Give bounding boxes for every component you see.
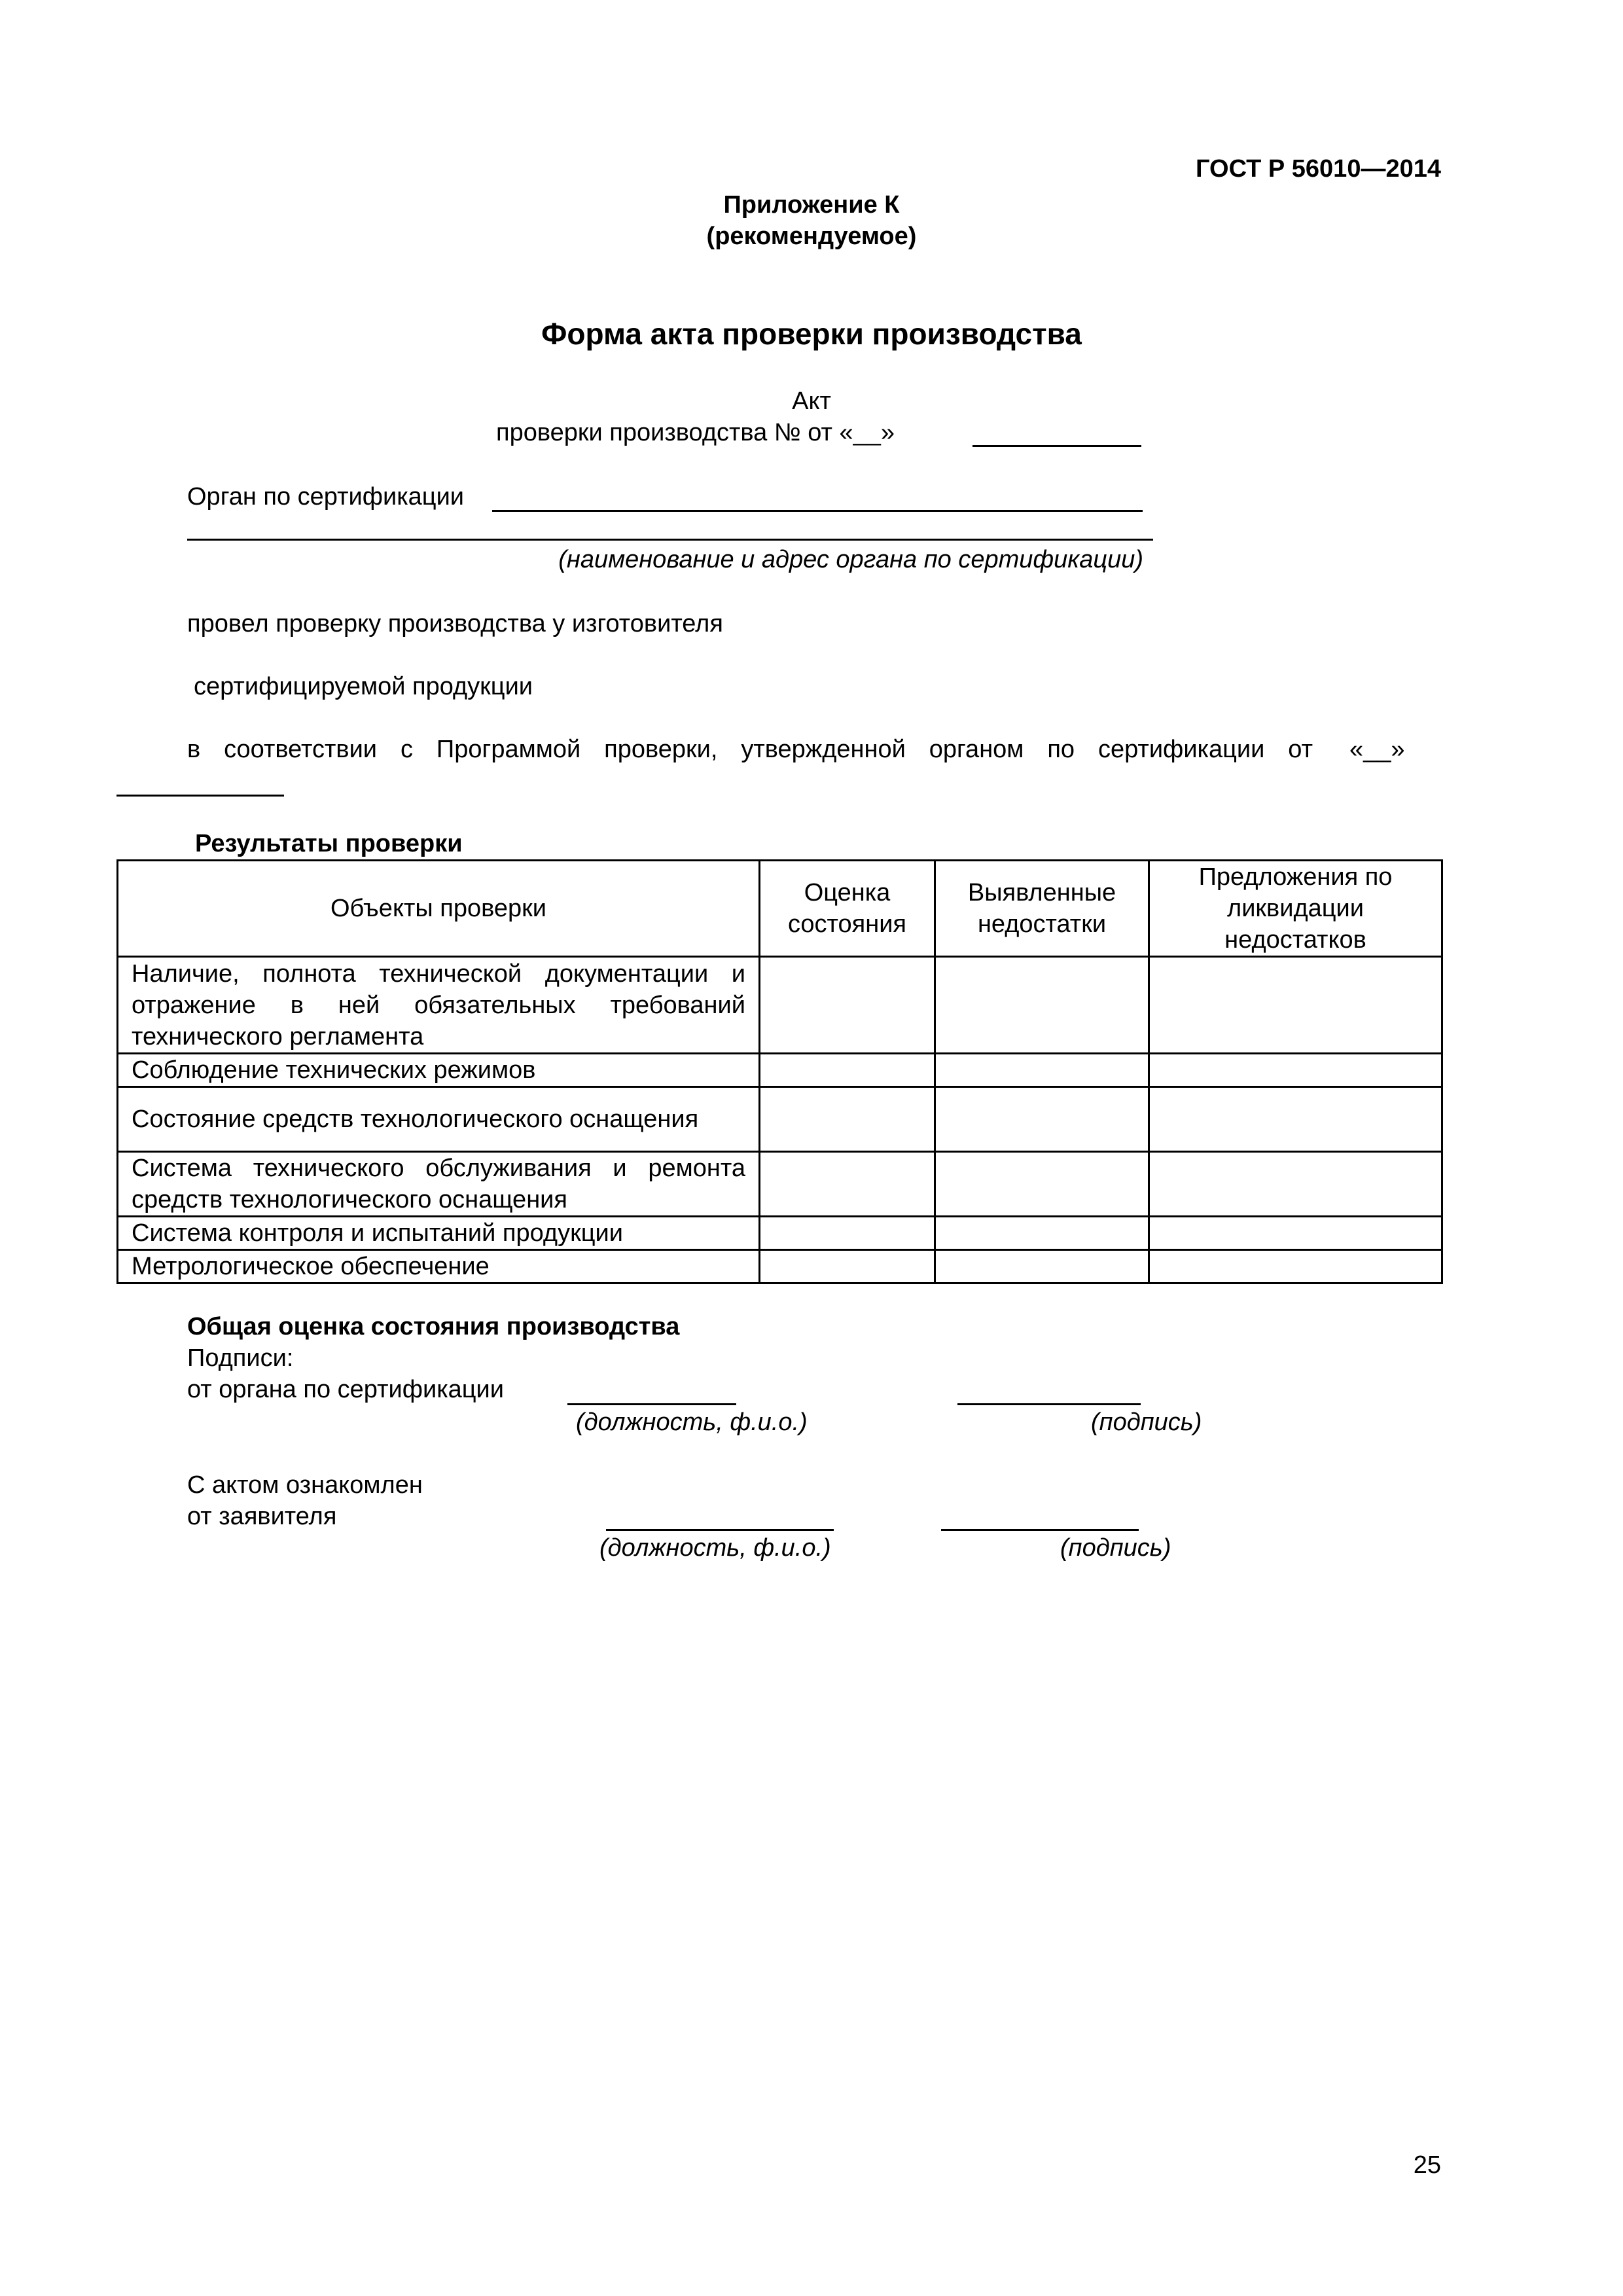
organ-label: Орган по сертификации [187,483,465,511]
appendix-title: Приложение К [723,191,900,219]
acquainted-label: С актом ознакомлен [187,1471,423,1499]
program-line: в соответствии с Программой проверки, утвержденной органом по сертификации от [187,736,1313,763]
column-header-deficiencies: Выявленные недостатки [935,861,1149,957]
row-deficiencies-cell [935,1152,1149,1217]
organ-position-underline [567,1403,736,1405]
row-object-cell: Состояние средств технологического оснащения [118,1087,760,1152]
column-header-proposals: Предложения по ликвидации недостатков [1149,861,1442,957]
act-title: Акт [792,387,831,415]
table-row [118,1054,1442,1087]
page-number: 25 [1413,2151,1441,2179]
row-assessment-cell [760,1152,935,1217]
row-proposals-cell [1149,1087,1442,1152]
row-object-cell: Система контроля и испытаний продукции [118,1217,760,1250]
row-object-cell: Наличие, полнота технической документации и отражение в ней обязательных требований технического регламента [118,957,760,1054]
from-organ-label: от органа по сертификации [187,1376,504,1403]
organ-underline [492,510,1143,512]
row-proposals-cell [1149,1054,1442,1087]
row-proposals-cell [1149,957,1442,1054]
from-applicant-label: от заявителя [187,1503,337,1530]
row-deficiencies-cell [935,1250,1149,1283]
organ-signature-underline [957,1403,1141,1405]
organ-signature-caption: (подпись) [1091,1408,1202,1436]
results-heading: Результаты проверки [195,830,463,857]
organ-address-underline [187,539,1153,541]
row-assessment-cell [760,1087,935,1152]
applicant-position-caption: (должность, ф.и.о.) [599,1534,831,1562]
row-deficiencies-cell [935,1217,1149,1250]
row-object-cell: Метрологическое обеспечение [118,1250,760,1283]
appendix-subtitle: (рекомендуемое) [706,223,917,250]
act-number-line: проверки производства № от «__» [496,419,895,446]
signatures-label: Подписи: [187,1344,294,1372]
results-table [116,859,1443,1284]
row-assessment-cell [760,1054,935,1087]
row-deficiencies-cell [935,1087,1149,1152]
table-row [118,1250,1442,1283]
row-deficiencies-cell [935,1054,1149,1087]
row-proposals-cell [1149,1250,1442,1283]
applicant-signature-caption: (подпись) [1060,1534,1171,1562]
row-object-cell: Соблюдение технических режимов [118,1054,760,1087]
standard-number: ГОСТ Р 56010—2014 [1196,155,1441,183]
organ-position-caption: (должность, ф.и.о.) [576,1408,808,1436]
manufacturer-line: провел проверку производства у изготовителя [187,610,723,637]
program-date: «__» [1349,736,1405,763]
applicant-signature-underline [941,1529,1139,1531]
row-assessment-cell [760,957,935,1054]
column-header-assessment: Оценка состояния [760,861,935,957]
row-proposals-cell [1149,1152,1442,1217]
row-assessment-cell [760,1250,935,1283]
table-row [118,1087,1442,1152]
row-assessment-cell [760,1217,935,1250]
table-row [118,957,1442,1054]
overall-assessment-heading: Общая оценка состояния производства [187,1313,680,1340]
column-header-objects: Объекты проверки [118,861,760,957]
form-title: Форма акта проверки производства [541,317,1082,351]
applicant-position-underline [606,1529,834,1531]
act-date-underline [972,445,1141,447]
row-object-cell: Система технического обслуживания и ремонта средств технологического оснащения [118,1152,760,1217]
product-line: сертифицируемой продукции [194,673,533,700]
table-row [118,1217,1442,1250]
row-proposals-cell [1149,1217,1442,1250]
program-date-underline [116,795,284,797]
table-row [118,1152,1442,1217]
table-header-row [118,861,1442,957]
organ-caption: (наименование и адрес органа по сертификации) [558,546,1143,573]
row-deficiencies-cell [935,957,1149,1054]
